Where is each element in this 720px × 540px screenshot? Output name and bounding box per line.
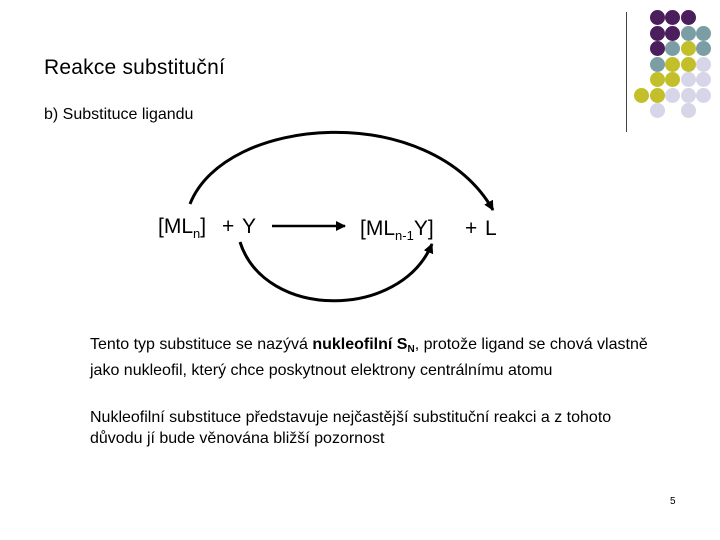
- paragraph-nucleophilic-definition: [90, 334, 650, 381]
- reactant-label: [ML: [158, 215, 194, 238]
- slide-title: Reakce substituční: [44, 56, 226, 79]
- svg-text:[MLn-1Y]: [360, 217, 434, 243]
- paragraph1-intro: Tento typ substituce se nazývá: [90, 336, 313, 353]
- upper-curved-arrow: [190, 132, 493, 210]
- plus-sign-1: +: [222, 215, 235, 238]
- reactant-subscript: n: [193, 226, 201, 241]
- svg-text:[MLn]: [158, 215, 206, 241]
- paragraph1-rest: , protože ligand se chová vlastně jako nukleofil, který chce poskytnout elektrony centrálnímu atomu: [90, 336, 648, 379]
- paragraph-importance: Nukleofilní substituce představuje nejčastější substituční reakci a z tohoto důvodu jí bude věnována bližší pozornost: [90, 409, 612, 447]
- paragraph1-term-subscript: N: [407, 344, 415, 355]
- reactant-close: ]: [200, 215, 207, 238]
- page-number: 5: [670, 496, 676, 507]
- nucleophile-label: Y: [242, 215, 257, 238]
- lower-curved-arrow: [240, 242, 432, 301]
- product-close: Y]: [413, 217, 434, 240]
- product-subscript: n-1: [395, 228, 414, 243]
- slide-subtitle: b) Substituce ligandu: [44, 106, 194, 123]
- plus-sign-2: +: [465, 217, 478, 240]
- paragraph1-term: nukleofilní S: [312, 336, 408, 353]
- product-label: [ML: [360, 217, 396, 240]
- leaving-group-label: L: [485, 217, 497, 240]
